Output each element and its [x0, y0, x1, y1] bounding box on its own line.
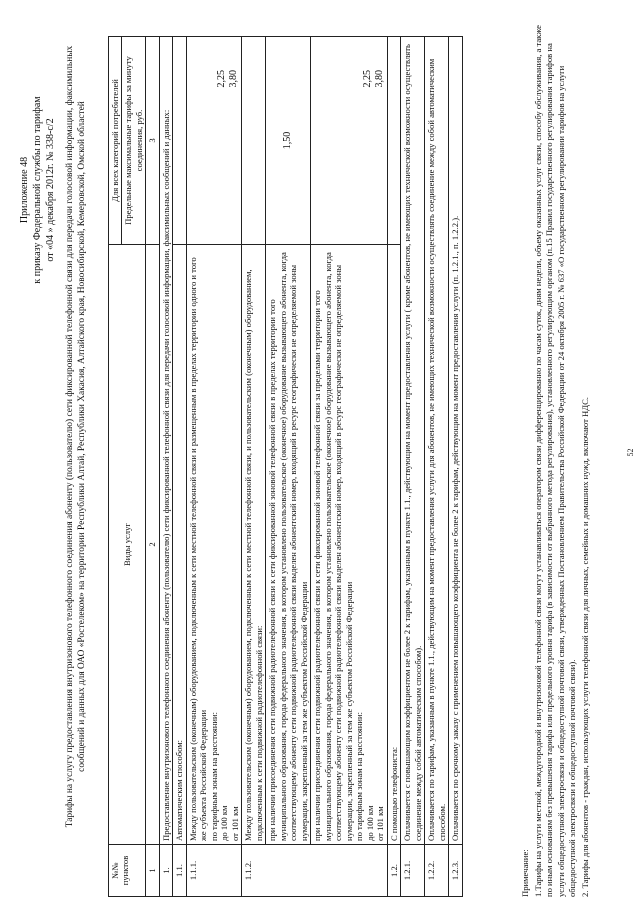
distance-label: до 100 км [219, 805, 230, 841]
row-num: 1.2. [387, 845, 400, 897]
page-number: 52 [626, 448, 635, 457]
row-text: Оплачивается по тарифам, указанным в пункте 1.1., действующим на момент предоставления услуги для абонентов, не имеющих технической возможности осуществлять соединение между собой автоматическим способом. [425, 37, 449, 845]
row-num: 1.2.3. [449, 845, 462, 897]
table-row [242, 37, 266, 897]
price-value: 1,50 [266, 37, 311, 245]
distance-label: от 101 км [229, 806, 240, 841]
table-row [401, 37, 425, 897]
tariff-table [108, 36, 463, 897]
tariff-zones-label: по тарифным зонам на расстоянии: [208, 712, 219, 841]
note-item: 2. Тарифы для абонентов - граждан, использующих услуги телефонной связи для личных, семейных и домашних нужд, включают НДС. [579, 397, 590, 897]
row-num: 1.2.2. [425, 845, 449, 897]
table-header-row [109, 37, 122, 897]
header-price: Предельные максимальные тарифы за минуту соединения, руб. [122, 37, 146, 245]
table-row [311, 37, 387, 897]
header-price-group: Для всех категорий потребителей [109, 37, 122, 245]
col-number-3: 3 [146, 37, 159, 245]
price-value: 3,80 [228, 70, 240, 88]
price-value: 3,80 [373, 70, 385, 88]
document-title: Тарифы на услугу предоставления внутризонового телефонного соединения абоненту (пользователю) сети фиксированной телефонной связи для передачи голосовой информации, факсимильных сообщений и данных для ОАО «Ростелеком» на территории Республики Алтай, Республики Хакасия, Алтайского края, Новосибирской, Кемеровской, Омской областей [65, 45, 88, 828]
row-text [311, 245, 387, 845]
row-num: 1.1.2. [242, 845, 387, 897]
row-text: Оплачивается по срочному заказу с применением повышающего коэффициента не более 2 к тарифам, действующим на момент предоставления услуги (п. 1.2.1., п. 1.2.2.). [449, 37, 462, 845]
row-text [186, 245, 241, 845]
table-row [159, 37, 172, 897]
table-row [425, 37, 449, 897]
order-reference: к приказу Федеральной службы по тарифам [32, 96, 43, 284]
row-text: Оплачивается с повышающим коэффициентом не более 2 к тарифам, указанным в пункте 1.1., действующим на момент предоставления услуги ( кроме абонентов, не имеющих технической возможности осуществлять соединение между собой автоматическим способом). [401, 37, 425, 845]
notes-heading: Примечание: [520, 849, 530, 897]
order-date: от «04 » декабря 2012г. № 338-с/2 [45, 118, 56, 262]
row-description: при наличии присоединения сети подвижной радиотелефонной связи к сети фиксированной зоновой телефонной связи за пределами территории того муниципального образования, города федерального значения, в котором установлено пользовательское (оконечное) оборудование вызывающего абонента, когда соответствующему абоненту сети подвижной радиотелефонной связи выделен абонентский номер, входящий в ресурс географически не определяемой зоны нумерации, закрепленный за тем же субъектом Российской Федерации [312, 252, 354, 841]
table-row [387, 37, 400, 897]
row-text: Автоматическим способом: [173, 245, 186, 845]
appendix-header [18, 40, 57, 340]
appendix-number: Приложение 48 [19, 156, 30, 224]
table-row [266, 37, 311, 897]
table-row [449, 37, 462, 897]
row-text: С помощью телефониста: [387, 245, 400, 845]
row-description: Между пользовательским (оконечным) оборудованием, подключенным к сети местной телефонной связи и размещенным в пределах территории одного и того же субъекта Российской Федерации [187, 257, 209, 841]
header-service: Виды услуг [109, 245, 146, 845]
row-num: 1. [159, 845, 172, 897]
row-num: 1.2.1. [401, 845, 425, 897]
row-num: 1.1.1. [186, 845, 241, 897]
table-row [186, 37, 241, 897]
row-text: Между пользовательским (оконечным) оборудованием, подключенным к сети местной телефонной связи, и пользовательским (оконечным) оборудованием, подключенным к сети подвижной радиотелефонной связи: [242, 245, 266, 845]
table-row [173, 37, 186, 897]
price-value: 2,25 [361, 70, 373, 88]
price-value: 2,25 [216, 70, 228, 88]
note-item: 1.Тарифы на услуги местной, междугородной и внутризоновой телефонной связи могут устанавливаться оператором связи дифференцированно по часам суток, дням недели, объему оказанных услуг связи, способу обслуживания, а также по иным основаниям без превышения тарифа или предельного уровня тарифа (в зависимости от выбранного метода регулирования), установленного регулирующим органом (п.15 Правил государственного регулирования тарифов на услуги общедоступной электросвязи и общедоступной почтовой связи, утвержденных Постановлением Правительства Российской Федерации от 24 октября 2005 г. № 637 «О государственном регулировании тарифов на услуги общедоступной электросвязи и общедоступной почтовой связи). [533, 25, 577, 897]
column-number-row [146, 37, 159, 897]
row-text: Предоставление внутризонового телефонного соединения абоненту (пользователю) сети фиксированной телефонной связи для передачи голосовой информации, факсимильных сообщений и данных: [159, 37, 172, 845]
row-num: 1.1. [173, 845, 186, 897]
tariff-zones-label: по тарифным зонам на расстоянии: [354, 712, 365, 841]
col-number-1: 1 [146, 845, 159, 897]
distance-label: до 100 км [364, 805, 375, 841]
distance-label: от 101 км [375, 806, 386, 841]
notes-section [520, 17, 593, 897]
col-number-2: 2 [146, 245, 159, 845]
price-cell [311, 37, 387, 245]
header-num: №№ пунктов [109, 845, 146, 897]
row-text: при наличии присоединения сети подвижной радиотелефонной связи к сети фиксированной зоновой телефонной связи в пределах территории того муниципального образования, города федерального значения, в котором установлено пользовательское (оконечное) оборудование вызывающего абонента, когда соответствующему абоненту сети подвижной радиотелефонной связи выделен абонентский номер, входящий в ресурс географически не определяемой зоны нумерации, закрепленный за тем же субъектом Российской Федерации [266, 245, 311, 845]
price-cell [186, 37, 241, 245]
